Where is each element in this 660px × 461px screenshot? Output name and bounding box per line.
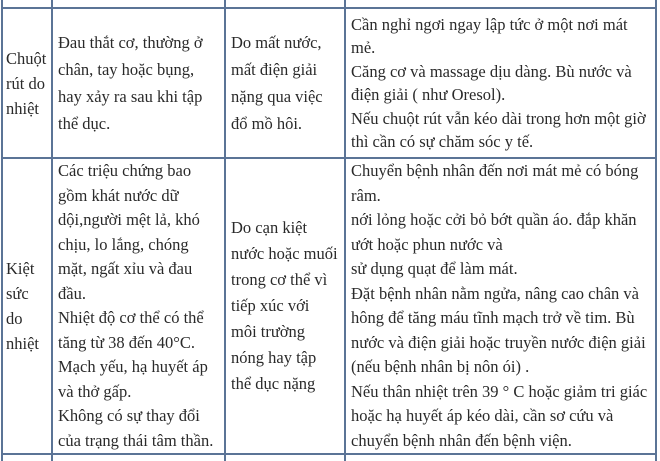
condition-cell (2, 8, 52, 158)
empty-cell (52, 0, 225, 8)
empty-cell (225, 454, 345, 461)
table-row-partial-top (2, 0, 656, 8)
table-row-heat-cramps (2, 8, 656, 158)
paragraph: Nếu thân nhiệt trên 39 ° C hoặc giảm tri giác hoặc hạ huyết áp kéo dài, cần sơ cứu và chuyển bệnh nhân đến bệnh viện. (351, 381, 648, 450)
paragraph: Các triệu chứng bao gồm khát nước dữ dội,người mệt lả, khó chịu, lo lắng, chóng mặt, ngất xỉu và đau đầu. (58, 161, 200, 303)
paragraph: Mạch yếu, hạ huyết áp và thở gấp. (58, 357, 208, 401)
paragraph: Căng cơ và massage dịu dàng. Bù nước và điện giải ( như Oresol). (351, 61, 632, 104)
paragraph: Chuyển bệnh nhân đến nơi mát mẻ có bóng râm. (351, 161, 639, 205)
empty-cell (52, 454, 225, 461)
empty-cell (2, 0, 52, 8)
paragraph: Không có sự thay đổi của trạng thái tâm thần. (58, 406, 214, 450)
heat-illness-table (1, 0, 657, 461)
treatment-cell (345, 158, 656, 454)
symptoms-cell (52, 8, 225, 158)
paragraph: Nhiệt độ cơ thể có thể tăng từ 38 đến 40°C. (58, 308, 204, 352)
paragraph: Do mất nước, mất điện giải nặng qua việc đổ mồ hôi. (231, 33, 323, 133)
empty-cell (345, 454, 656, 461)
empty-cell (345, 0, 656, 8)
empty-cell (225, 0, 345, 8)
paragraph: Nếu chuột rút vẫn kéo dài trong hơn một giờ thì cần có sự chăm sóc y tế. (351, 108, 646, 151)
paragraph: Đặt bệnh nhân nằm ngửa, nâng cao chân và hông để tăng máu tĩnh mạch trở về tim. Bù nước và điện giải hoặc truyền nước điện giải (nếu bệnh nhân bị nôn ói) . (351, 283, 646, 376)
paragraph: Do cạn kiệt nước hoặc muối trong cơ thể vì tiếp xúc với môi trường nóng hay tập thể dục nặng (231, 218, 338, 393)
paragraph: Cần nghỉ ngơi ngay lập tức ở một nơi mát mẻ. (351, 14, 628, 57)
table-row-partial-bottom (2, 454, 656, 461)
paragraph: nới lỏng hoặc cởi bỏ bớt quần áo. đắp khăn ướt hoặc phun nước và (351, 210, 637, 254)
cause-cell (225, 158, 345, 454)
empty-cell (2, 454, 52, 461)
condition-label: Kiệt sức do nhiệt (6, 259, 39, 353)
condition-cell (2, 158, 52, 454)
cause-cell (225, 8, 345, 158)
paragraph: sử dụng quạt để làm mát. (351, 259, 518, 278)
condition-label: Chuột rút do nhiệt (6, 48, 47, 118)
paragraph: Đau thắt cơ, thường ở chân, tay hoặc bụng, hay xảy ra sau khi tập thể dục. (58, 33, 203, 133)
treatment-cell (345, 8, 656, 158)
table-row-heat-exhaustion (2, 158, 656, 454)
symptoms-cell (52, 158, 225, 454)
